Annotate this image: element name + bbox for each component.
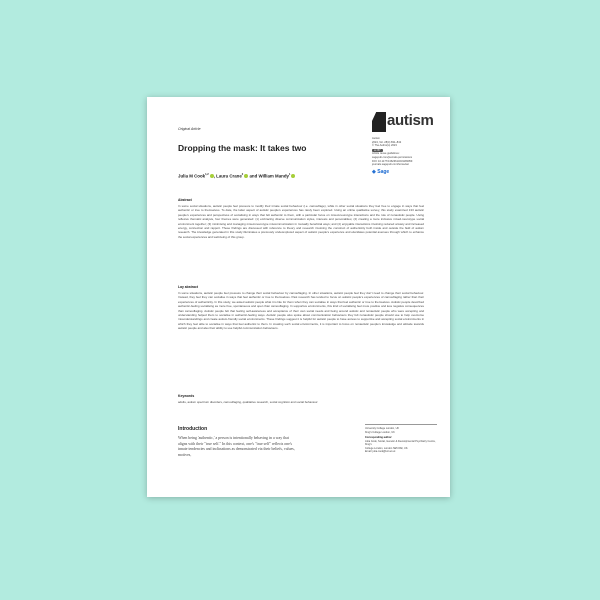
journal-info-line: sagepub.com/journals-permissions (372, 155, 413, 159)
author-affiliation-marker: 1 (288, 173, 291, 176)
article-title: Dropping the mask: It takes two (178, 143, 307, 153)
publisher-name: Sage (377, 168, 390, 175)
affiliation-divider (365, 424, 437, 425)
journal-logo (372, 112, 447, 132)
journal-info-line: DOI: 10.1177/13623613231183059 (372, 159, 413, 163)
journal-info (372, 137, 448, 175)
author-affiliation-marker: 1,2 (205, 173, 209, 176)
introduction-text: When being 'authentic,' a person is intentionally behaving in a way that aligns with their "true self." In this context, one's "true self" reflects one's innate tendencies and inclinations as demonstrated via their beliefs, values, motives, (178, 436, 295, 458)
lay-abstract-heading: Lay abstract (178, 285, 198, 289)
journal-info-line: © The Author(s) 2023 (372, 144, 397, 148)
abstract-heading: Abstract (178, 198, 192, 202)
article-type: Original Article (178, 127, 201, 131)
author-name: Julia M Cook (178, 173, 206, 179)
publisher-logo: ◈ Sage (372, 168, 390, 175)
author-name: William Mandy (258, 173, 289, 179)
author-affiliation-marker: 2 (241, 173, 244, 176)
journal-info-line: Article reuse guidelines: (372, 152, 400, 156)
corresponding-author-line: College London, London SE5 8AF, UK. (365, 446, 409, 450)
author-separator: , (213, 173, 217, 179)
corresponding-author-email[interactable]: Email: julia.cook@kcl.ac.uk (365, 450, 396, 453)
abstract-text: In some social situations, autistic people feel pressure to modify their innate social behaviour (i.e. camouflage), while in other social situations they feel free to engage in ways that feel authentic or true to themselves. To date, the latter aspect of autistic people's experiences has rarely been explored. Using an online qualitative survey, this study examined 133 autistic people's experiences and perspectives of socialising in ways that felt authentic to them, with a particular focus on mixed-neurotype interactions and the role of nonautistic people. Using reflexive thematic analysis, four themes were generated: (1) embracing diverse communication styles, interests and personalities; (2) creating a more inclusive mixed-neurotype social environment together; (3) minimising and managing mixed-neurotype miscommunication in mutually beneficial ways; and (4) enjoyable interactions involving reduced anxiety and increased energy, connection and rapport. These findings are discussed with reference to theory and research involving the construct of authenticity both inside and outside the field of autism research. The knowledge generated in this study illuminates a previously underexplored aspect of autistic people's experience and elucidates potential avenues through which to enhance the social experiences and well-being of this group. (178, 204, 424, 239)
corresponding-author-line: Julia Cook, Social, Genetic & Developmental Psychiatry Centre, King's (365, 439, 436, 446)
keywords-heading: Keywords (178, 394, 195, 398)
affiliations (365, 427, 437, 454)
corresponding-author-label: Corresponding author: (365, 436, 393, 439)
journal-name: autism (387, 112, 434, 129)
lay-abstract-text: In some situations, autistic people feel pressure to change their social behaviour by camouflaging. In other situations, autistic people feel they don't need to change their social behaviour. Instead, they feel they can socialise in ways that feel authentic or true to themselves. Past research has tended to focus on autistic people's experiences of camouflaging rather than their experiences of authenticity. In this study, we asked autistic people what it is like for them when they can socialise in ways that feel authentic or true to themselves. Autistic people described authentic-feeling socialising as more free, spontaneous and open than camouflaging. In supportive environments, this kind of socialising feel more positive and less negative consequences than camouflaging. Autistic people felt that feeling self-awareness and acceptance of their own social needs and being around autistic and nonautistic people who were accepting and understanding helped them to socialise in authentic-feeling ways. Autistic people also spoke about communication behaviours they felt nonautistic people should use to help overcome misunderstandings and create autism-friendly social environments. These findings suggest it is helpful for autistic people to have access to supportive and accepting social environments in which they feel able to socialise in ways that feel authentic to them. In creating such social environments, it is important to focus on nonautistic people's knowledge and attitude towards autistic people and also their ability to use helpful communication behaviours. (178, 291, 424, 331)
license-badge: cc BY (374, 148, 381, 152)
journal-info-line: journals.sagepub.com/home/aut (372, 163, 409, 167)
author-separator: and (248, 173, 259, 179)
keywords-text: adults, autism spectrum disorders, camouflaging, qualitative research, social cognition and social behaviour (178, 400, 318, 404)
affiliation-line: King's College London, UK (365, 430, 395, 434)
author-name: Laura Crane (216, 173, 242, 179)
introduction-heading: Introduction (178, 426, 208, 432)
journal-article-page (147, 97, 450, 497)
journal-logo-icon (372, 112, 386, 132)
journal-info-line: 2024, Vol. 28(4) 831–842 (372, 140, 402, 144)
journal-info-line: Autism (372, 137, 380, 140)
author-list (178, 173, 295, 178)
affiliation-line: University College London, UK (365, 427, 400, 430)
orcid-icon[interactable] (288, 173, 295, 178)
